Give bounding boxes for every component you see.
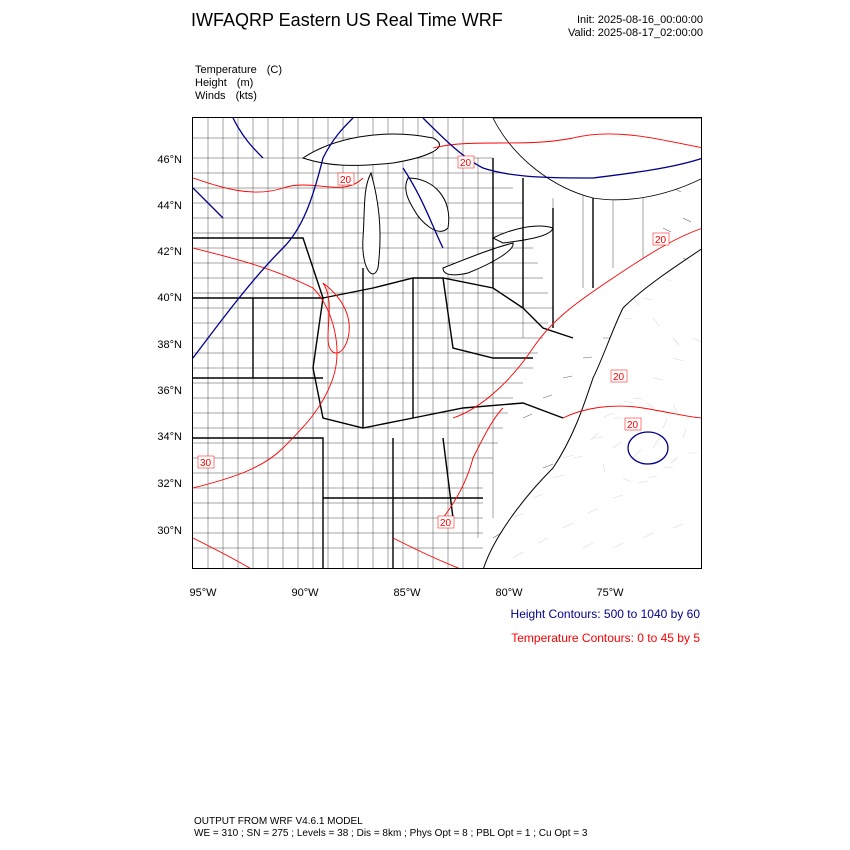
- lat-label: 46°N: [157, 154, 182, 166]
- lon-label: 75°W: [596, 587, 624, 599]
- lat-label: 36°N: [157, 385, 182, 397]
- contour-label: 20: [340, 175, 352, 186]
- contour-label: 30: [200, 458, 212, 469]
- contour-label: 20: [627, 420, 639, 431]
- footer-line-1: OUTPUT FROM WRF V4.6.1 MODEL: [194, 816, 363, 827]
- contour-label: 20: [613, 372, 625, 383]
- lat-label: 32°N: [157, 478, 182, 490]
- contour-label: 20: [460, 158, 472, 169]
- field-temperature: Temperature (C): [195, 64, 283, 76]
- contour-label: 20: [655, 235, 667, 246]
- field-winds: Winds (kts): [195, 90, 257, 102]
- plot-title: IWFAQRP Eastern US Real Time WRF: [191, 10, 503, 30]
- great-lakes: [303, 134, 553, 275]
- lon-label: 85°W: [393, 587, 421, 599]
- field-legend: [195, 64, 282, 103]
- lon-label: 90°W: [291, 587, 319, 599]
- lat-label: 38°N: [157, 339, 182, 351]
- field-height: Height (m): [195, 77, 254, 89]
- lat-label: 34°N: [157, 431, 182, 443]
- map-svg: [193, 118, 702, 569]
- model-footer: [194, 816, 587, 840]
- valid-time: Valid: 2025-08-17_02:00:00: [568, 27, 703, 39]
- lat-label: 44°N: [157, 200, 182, 212]
- init-time: Init: 2025-08-16_00:00:00: [577, 14, 703, 26]
- lon-label: 95°W: [189, 587, 217, 599]
- lat-label: 42°N: [157, 246, 182, 258]
- lat-label: 30°N: [157, 525, 182, 537]
- temperature-contour-note: Temperature Contours: 0 to 45 by 5: [511, 631, 700, 645]
- time-info: [568, 14, 703, 40]
- height-contour-note: Height Contours: 500 to 1040 by 60: [510, 607, 700, 621]
- contour-label: 20: [440, 518, 452, 529]
- lat-label: 40°N: [157, 292, 182, 304]
- map-panel: [192, 117, 702, 569]
- lon-label: 80°W: [495, 587, 523, 599]
- footer-line-2: WE = 310 ; SN = 275 ; Levels = 38 ; Dis = 8km ; Phys Opt = 8 ; PBL Opt = 1 ; Cu Opt = 3: [194, 828, 588, 839]
- canada-region: [493, 118, 702, 200]
